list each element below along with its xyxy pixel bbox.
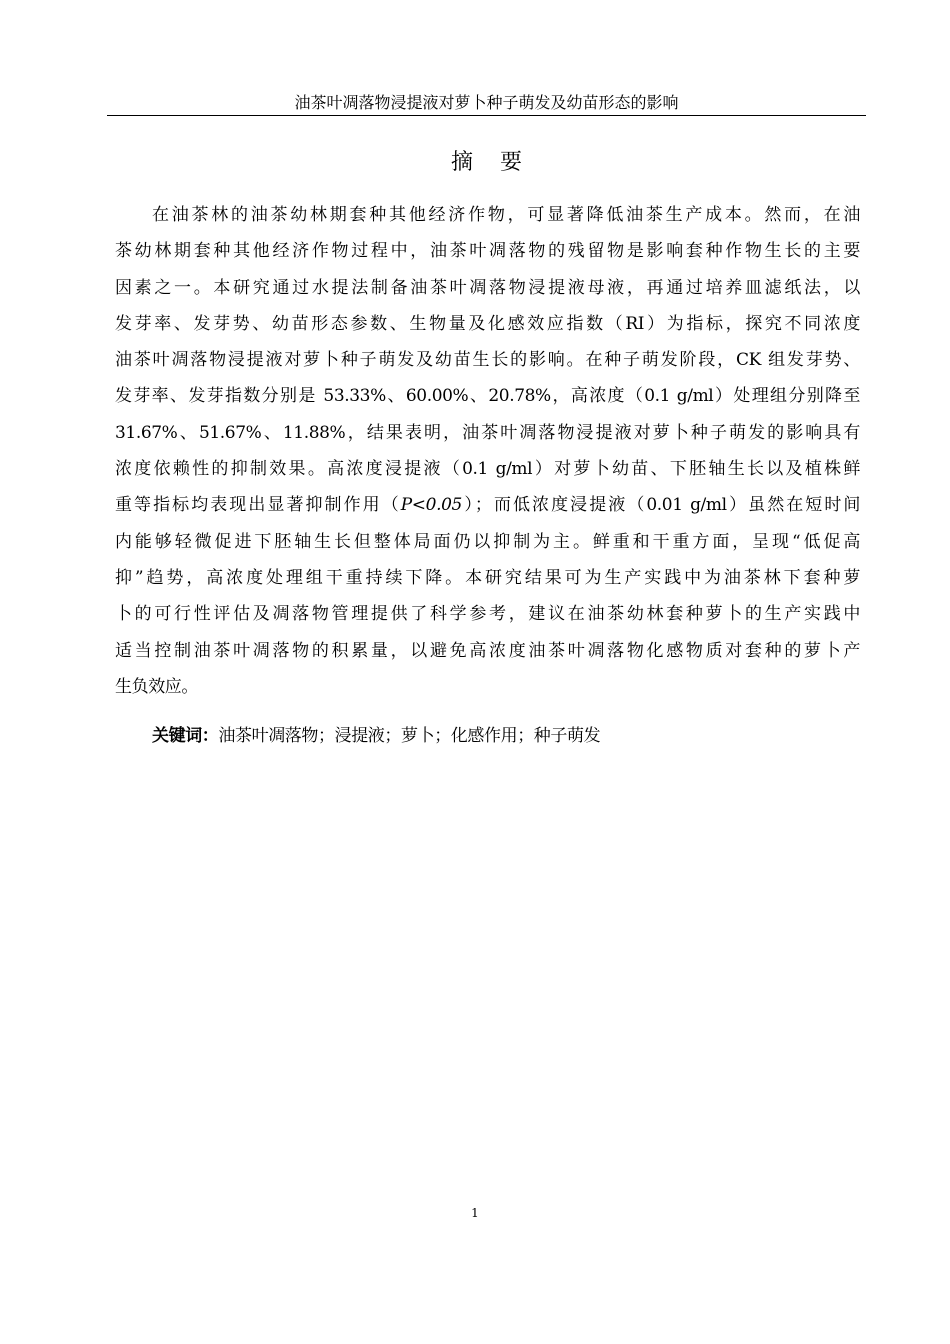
- abstract-line: 31.67%、51.67%、11.88%，结果表明，油茶叶凋落物浸提液对萝卜种子萌发的影响具有: [115, 422, 860, 443]
- keywords-label: 关键词：: [152, 726, 219, 746]
- abstract-line: 发芽率、发芽指数分别是 53.33%、60.00%、20.78%，高浓度（0.1 g/ml）处理组分别降至: [115, 386, 860, 407]
- abstract-line: 在油茶林的油茶幼林期套种其他经济作物，可显著降低油茶生产成本。然而，在油: [152, 205, 860, 225]
- abstract-line: 浓度依赖性的抑制效果。高浓度浸提液（0.1 g/ml）对萝卜幼苗、下胚轴生长以及植株鲜: [115, 459, 860, 480]
- keywords-text: 油茶叶凋落物；浸提液；萝卜；化感作用；种子萌发: [218, 726, 601, 746]
- abstract-line: 抑”趋势，高浓度处理组干重持续下降。本研究结果可为生产实践中为油茶林下套种萝: [115, 567, 860, 588]
- abstract-title: 摘 要: [451, 150, 532, 175]
- running-header-title: 油茶叶凋落物浸提液对萝卜种子萌发及幼苗形态的影响: [294, 93, 679, 112]
- abstract-line: 因素之一。本研究通过水提法制备油茶叶凋落物浸提液母液，再通过培养皿滤纸法，以: [115, 277, 860, 298]
- p-value-notation: P<0.05: [400, 495, 462, 516]
- abstract-line: 茶幼林期套种其他经济作物过程中，油茶叶凋落物的残留物是影响套种作物生长的主要: [115, 241, 860, 262]
- header-rule: [107, 115, 866, 116]
- abstract-line: 内能够轻微促进下胚轴生长但整体局面仍以抑制为主。鲜重和干重方面，呈现“低促高: [115, 531, 860, 552]
- abstract-line: 发芽率、发芽势、幼苗形态参数、生物量及化感效应指数（RI）为指标，探究不同浓度: [115, 313, 860, 334]
- abstract-body: [115, 197, 860, 705]
- abstract-line: 卜的可行性评估及凋落物管理提供了科学参考，建议在油茶幼林套种萝卜的生产实践中: [115, 604, 860, 625]
- abstract-line: 适当控制油茶叶凋落物的积累量，以避免高浓度油茶叶凋落物化感物质对套种的萝卜产: [115, 640, 860, 661]
- abstract-line: 油茶叶凋落物浸提液对萝卜种子萌发及幼苗生长的影响。在种子萌发阶段，CK 组发芽势、: [115, 350, 860, 371]
- abstract-line: 重等指标均表现出显著抑制作用（P<0.05）；而低浓度浸提液（0.01 g/ml）虽然在短时间: [115, 495, 860, 516]
- abstract-line: 生负效应。: [115, 676, 198, 697]
- page-number: 1: [471, 1206, 479, 1220]
- keywords: [152, 718, 600, 754]
